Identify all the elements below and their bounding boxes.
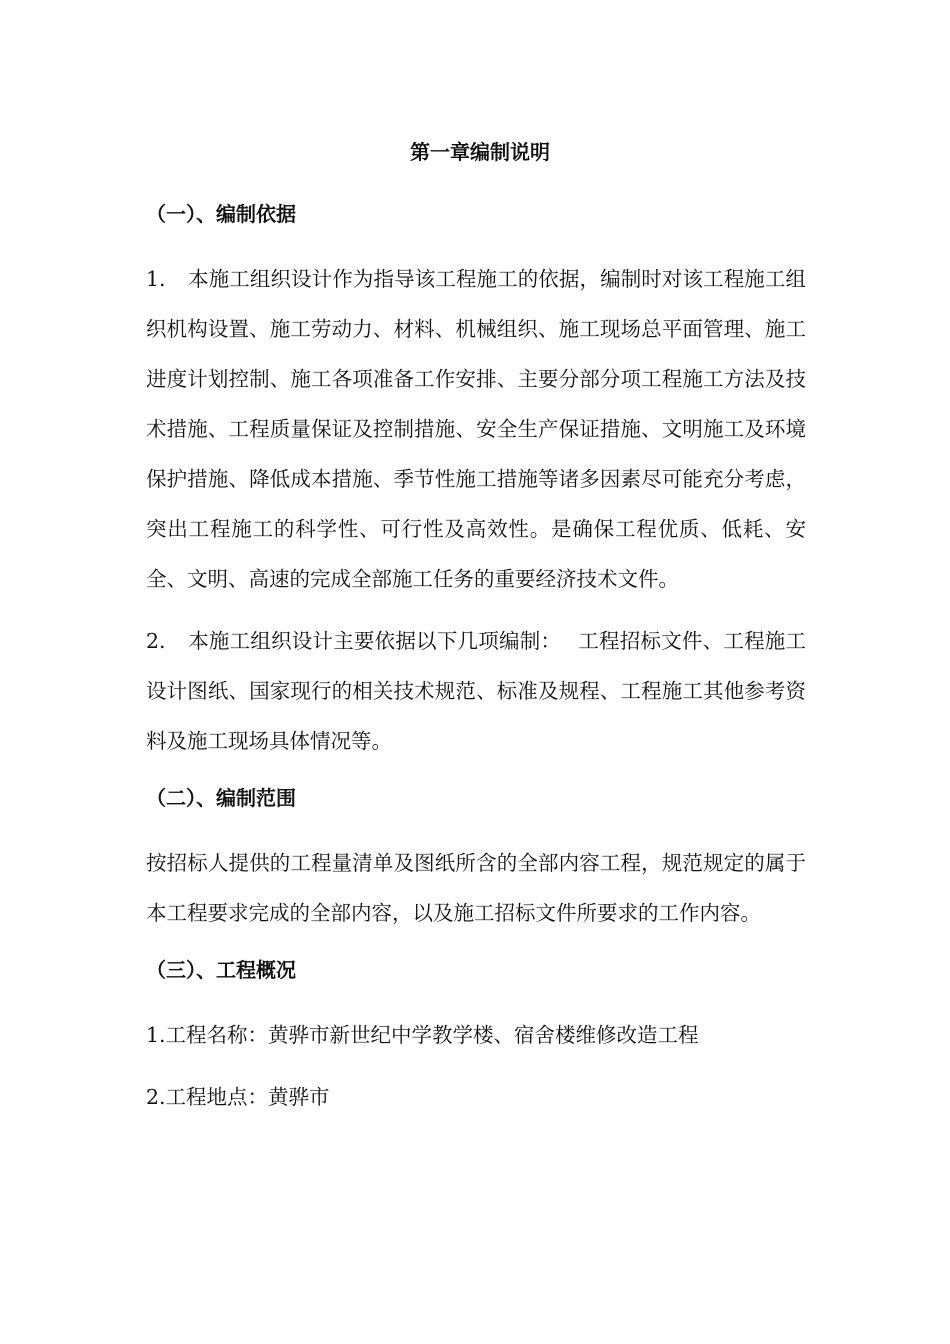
project-location-item: 2.工程地点：黄骅市 xyxy=(146,1085,330,1109)
section-heading-basis: （一）、编制依据 xyxy=(146,202,296,226)
paragraph-number: 1. xyxy=(146,267,166,291)
paragraph-number: 2. xyxy=(146,629,166,653)
chapter-title: 第一章编制说明 xyxy=(410,140,550,164)
paragraph-text: 本施工组织设计作为指导该工程施工的依据，编制时对该工程施工组织机构设置、施工劳动力、材料、机械组织、施工现场总平面管理、施工进度计划控制、施工各项准备工作安排、主要分部分项工程施工方法及技术措施、工程质量保证及控制措施、安全生产保证措施、文明施工及环境保护措施、降低成本措施、季节性施工措施等诸多因素尽可能充分考虑，突出工程施工的科学性、可行性及高效性。是确保工程优质、低耗、安全、文明、高速的完成全部施工任务的重要经济技术文件。 xyxy=(146,267,806,591)
paragraph-scope xyxy=(146,838,806,938)
section-heading-overview: （三）、工程概况 xyxy=(146,958,296,982)
paragraph-text: 按招标人提供的工程量清单及图纸所含的全部内容工程，规范规定的属于本工程要求完成的全部内容，以及施工招标文件所要求的工作内容。 xyxy=(146,851,806,925)
document-body xyxy=(146,132,806,1134)
section-heading-scope: （二）、编制范围 xyxy=(146,786,296,810)
paragraph-text: 本施工组织设计主要依据以下几项编制： 工程招标文件、工程施工设计图纸、国家现行的相关技术规范、标准及规程、工程施工其他参考资料及施工现场具体情况等。 xyxy=(146,629,806,753)
paragraph-basis-1 xyxy=(146,254,806,604)
project-name-item: 1.工程名称：黄骅市新世纪中学教学楼、宿舍楼维修改造工程 xyxy=(146,1023,699,1047)
paragraph-basis-2 xyxy=(146,616,806,766)
